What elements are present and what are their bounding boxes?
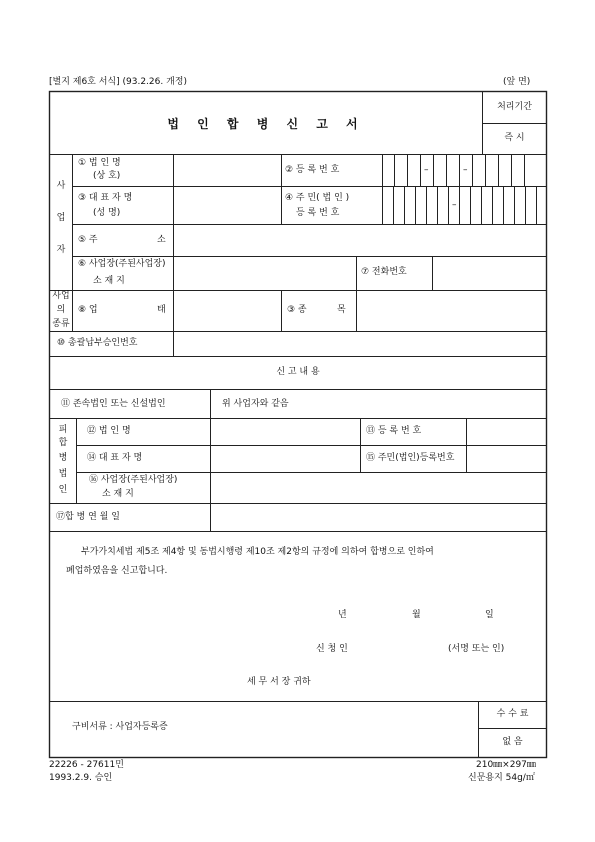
date-day: 일 bbox=[485, 610, 494, 620]
merged-label-1: 피 bbox=[58, 425, 68, 435]
required-documents: 구비서류 : 사업자등록증 bbox=[72, 722, 168, 732]
address-label-b: 소 bbox=[157, 235, 166, 245]
type-label-3: 종류 bbox=[52, 319, 70, 329]
report-content-title: 신 고 내 용 bbox=[276, 367, 320, 377]
trade-name-label: (상 호) bbox=[93, 171, 121, 181]
statement-line-1: 부가가치세법 제5조 제4항 및 동법시행령 제10조 제2항의 규정에 의하여 합병으로 인하여 bbox=[81, 547, 434, 557]
signature-hint: (서명 또는 인) bbox=[448, 644, 505, 654]
resident-number-label-2: 등 록 번 호 bbox=[296, 208, 340, 218]
business-location-label: ⑥ 사업장(주된사업장) bbox=[78, 259, 166, 269]
reg-number-label: ② 등 록 번 호 bbox=[285, 165, 340, 175]
reg-dash-2: – bbox=[463, 165, 468, 175]
date-year: 년 bbox=[338, 610, 347, 620]
fee-label: 수 수 료 bbox=[496, 709, 529, 719]
applicant-label: 신 청 인 bbox=[316, 644, 348, 654]
company-name-label: ① 법 인 명 bbox=[78, 158, 121, 168]
business-label-3: 자 bbox=[56, 245, 66, 255]
business-type-label-b: 태 bbox=[157, 305, 166, 315]
date-month: 월 bbox=[412, 610, 421, 620]
merged-label-3: 병 bbox=[58, 453, 68, 463]
resident-number-label: ④ 주 민( 법 인 ) bbox=[285, 193, 350, 203]
merger-date-label: ⑰합 병 연 월 일 bbox=[56, 512, 120, 522]
merged-location-label-2: 소 재 지 bbox=[102, 489, 134, 499]
person-name-label: (성 명) bbox=[93, 208, 121, 218]
resident-dash: – bbox=[452, 200, 457, 210]
form-code: 22226 - 27611민 bbox=[49, 760, 124, 770]
business-label-2: 업 bbox=[56, 213, 66, 223]
merged-ceo-label: ⑭ 대 표 자 명 bbox=[87, 453, 143, 463]
page-side: (앞 면) bbox=[503, 77, 531, 87]
ceo-name-label: ③ 대 표 자 명 bbox=[78, 193, 133, 203]
surviving-corp-value: 위 사업자와 같음 bbox=[222, 399, 289, 409]
business-label-1: 사 bbox=[56, 181, 66, 191]
form-number: [별지 제6호 서식] (93.2.26. 개정) bbox=[49, 77, 187, 87]
type-label-2: 의 bbox=[56, 305, 66, 315]
reg-dash-1: – bbox=[424, 165, 429, 175]
merged-label-2: 합 bbox=[58, 438, 68, 448]
consolidated-payment-label: ⑩ 총괄납부승인번호 bbox=[57, 338, 138, 348]
business-location-label-2: 소 재 지 bbox=[93, 276, 125, 286]
processing-value: 즉 시 bbox=[504, 133, 525, 143]
processing-label: 처리기간 bbox=[497, 102, 532, 112]
statement-line-2: 폐업하였음을 신고합니다. bbox=[66, 566, 168, 576]
form-title: 법 인 합 병 신 고 서 bbox=[167, 117, 365, 131]
fee-value: 없 음 bbox=[502, 737, 523, 747]
merged-corp-name-label: ⑫ 법 인 명 bbox=[87, 426, 131, 436]
addressee: 세 무 서 장 귀하 bbox=[247, 677, 311, 687]
paper-type: 신문용지 54g/㎡ bbox=[468, 773, 535, 783]
surviving-corp-label: ⑪ 존속법인 또는 신설법인 bbox=[61, 399, 166, 409]
address-label-a: ⑤ 주 bbox=[78, 235, 98, 245]
business-type-label-a: ⑧ 업 bbox=[78, 305, 98, 315]
paper-size: 210㎜×297㎜ bbox=[476, 760, 536, 770]
merged-location-label: ⑯ 사업장(주된사업장) bbox=[89, 475, 178, 485]
merged-reg-number-label: ⑬ 등 록 번 호 bbox=[366, 426, 422, 436]
merged-label-5: 인 bbox=[58, 485, 68, 495]
approval-date: 1993.2.9. 승인 bbox=[49, 773, 113, 783]
merged-resident-number-label: ⑮ 주민(법인)등록번호 bbox=[366, 453, 455, 463]
merged-label-4: 법 bbox=[58, 469, 68, 479]
item-label-a: ③ 종 bbox=[287, 305, 307, 315]
item-label-b: 목 bbox=[337, 305, 346, 315]
type-label-1: 사업 bbox=[52, 291, 70, 301]
phone-label: ⑦ 전화번호 bbox=[361, 267, 407, 277]
